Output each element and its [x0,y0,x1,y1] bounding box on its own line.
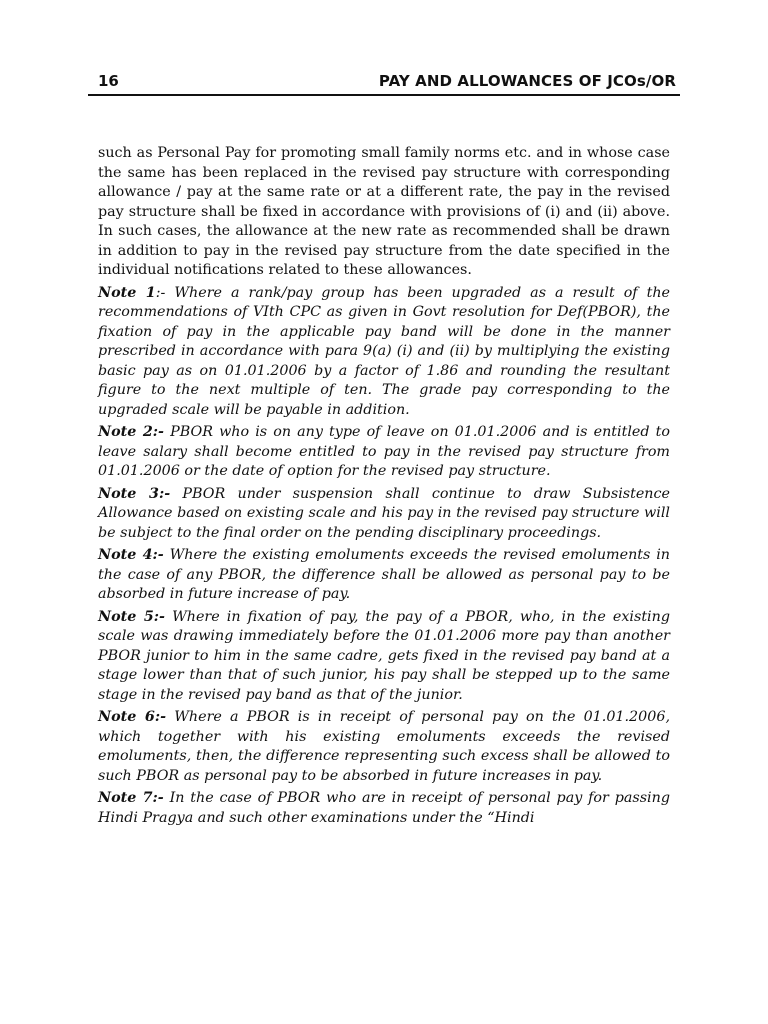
note-label: Note 1 [98,284,156,301]
intro-paragraph: such as Personal Pay for promoting small family norms etc. and in whose case the same has been replaced in the revised pay structure with corresponding allowance / pay at the same rate or at a different rate, the pay in the revised pay structure shall be fixed in accordance with provisions of (i) and (ii) above. In such cases, the allowance at the new rate as recommended shall be drawn in addition to pay in the revised pay structure from the date specified in the individual notifications related to these allowances. [98,145,670,278]
note-label: Note 6:- [98,709,167,725]
note-label: Note 4:- [98,547,164,563]
note-label: Note 2:- [98,424,164,440]
note-label: Note 7:- [98,790,164,806]
note-7 [98,789,670,828]
note-1 [98,284,670,421]
note-5 [98,608,670,706]
note-text: PBOR under suspension shall continue to draw Subsistence Allowance based on existing scale and his pay in the revised pay structure will be subject to the final order on the pending disciplinary proceedings. [98,485,670,541]
note-text: Where the existing emoluments exceeds the revised emoluments in the case of any PBOR, the difference shall be allowed as personal pay to be absorbed in future increase of pay. [98,547,670,602]
running-title: PAY AND ALLOWANCES OF JCOs/OR [378,72,676,90]
body-text [98,144,670,828]
running-header [88,70,680,96]
note-label: Note 3:- [98,485,171,502]
note-text: Where in fixation of pay, the pay of a PBOR, who, in the existing scale was drawing immediately before the 01.01.2006 more pay than another PBOR junior to him in the same cadre, gets fixed in the revised pay band at a stage lower than that of such junior, his pay shall be stepped up to the same stage in the revised pay band as that of the junior. [98,608,670,703]
note-text: :- Where a rank/pay group has been upgraded as a result of the recommendations of VIth CPC as given in Govt resolution for Def(PBOR), the fixation of pay in the applicable pay band will be done in the manner prescribed in accordance with para 9(a) (i) and (ii) by multiplying the existing basic pay as on 01.01.2006 by a factor of 1.86 and rounding the resultant figure to the next multiple of ten. The grade pay corresponding to the upgraded scale will be payable in addition. [98,284,670,418]
page-number: 16 [98,72,119,90]
note-text: In the case of PBOR who are in receipt of personal pay for passing Hindi Pragya and such other examinations under the “Hindi [98,790,670,826]
note-label: Note 5:- [98,608,165,625]
note-4 [98,546,670,605]
note-3 [98,485,670,544]
note-2 [98,423,670,482]
note-text: PBOR who is on any type of leave on 01.01.2006 and is entitled to leave salary shall become entitled to pay in the revised pay structure from 01.01.2006 or the date of option for the revised pay structure. [98,424,670,479]
note-6 [98,708,670,786]
note-text: Where a PBOR is in receipt of personal pay on the 01.01.2006, which together with his existing emoluments exceeds the revised emoluments, then, the difference representing such excess shall be allowed to such PBOR as personal pay to be absorbed in future increases in pay. [98,709,670,784]
